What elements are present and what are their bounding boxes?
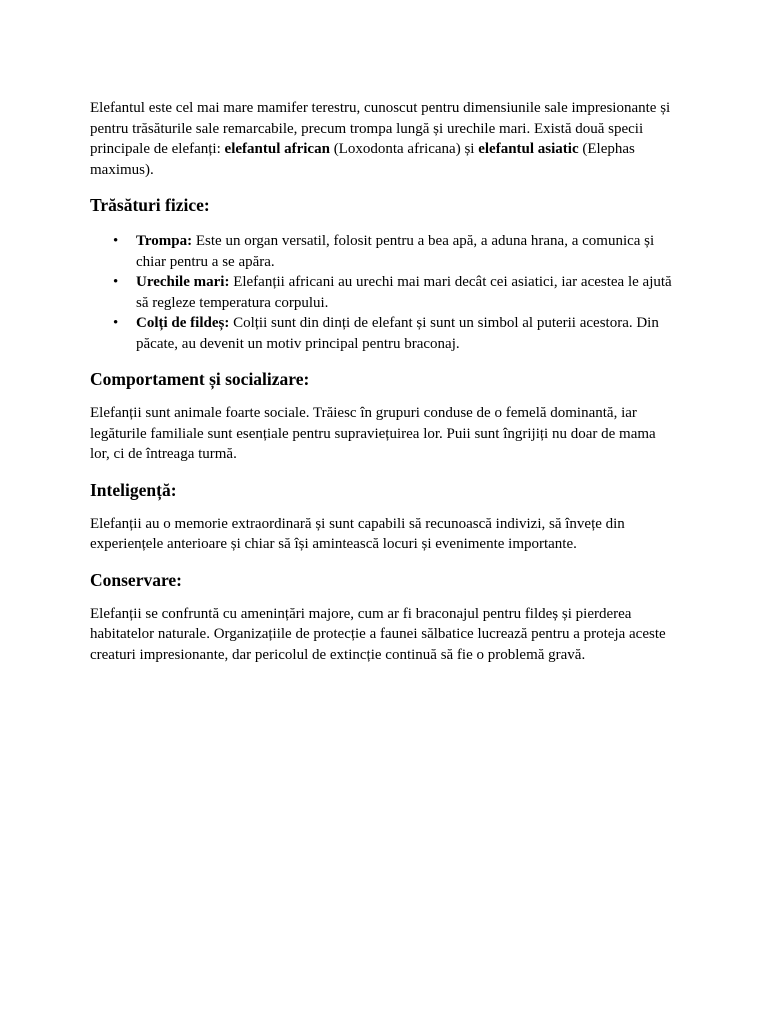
intro-text-3: (Elephas maximus). <box>90 141 635 178</box>
bullet-icon: • <box>113 274 119 290</box>
list-item <box>113 231 678 272</box>
behavior-heading: Comportament și socializare: <box>90 369 310 389</box>
intro-paragraph <box>90 98 678 180</box>
intro-text-2: (Loxodonta africana) și <box>329 141 479 157</box>
conservation-heading: Conservare: <box>90 569 183 590</box>
list-item-term: Colți de fildeș: <box>136 315 230 331</box>
african-elephant-term: elefantul african <box>224 141 330 157</box>
intelligence-heading: Inteligență: <box>90 479 177 500</box>
list-item-text: Colții sunt din dinți de elefant și sunt un simbol al puterii acestora. Din păcate, au devenit un motiv principal pentru braconaj. <box>136 315 659 352</box>
list-item-text: Este un organ versatil, folosit pentru a bea apă, a aduna hrana, a comunica și chiar pentru a se apăra. <box>136 233 655 270</box>
behavior-paragraph: Elefanții sunt animale foarte sociale. Trăiesc în grupuri conduse de o femelă dominantă, iar legăturile familiale sunt esențiale pentru supraviețuirea lor. Puii sunt îngrijiți nu doar de mama lor, ci de întreaga turmă. <box>90 405 656 462</box>
list-item-term: Trompa: <box>136 233 193 249</box>
list-item-text: Elefanții africani au urechi mai mari decât cei asiatici, iar acestea le ajută să regleze temperatura corpului. <box>136 274 672 311</box>
traits-list <box>90 231 678 354</box>
list-item <box>113 272 678 313</box>
conservation-paragraph: Elefanții se confruntă cu amenințări majore, cum ar fi braconajul pentru fildeș și pierderea habitatelor naturale. Organizațiile de protecție a faunei sălbatice lucrează pentru a proteja aceste creaturi impresionante, dar pericolul de extincție continuă să fie o problemă gravă. <box>90 605 666 663</box>
intro-text-1: Elefantul este cel mai mare mamifer terestru, cunoscut pentru dimensiunile sale impresionante și pentru trăsăturile sale remarcabile, precum trompa lungă și urechile mari. Există două specii principale de elefanți: <box>90 100 671 157</box>
bullet-icon: • <box>113 315 119 331</box>
intelligence-paragraph: Elefanții au o memorie extraordinară și sunt capabili să recunoască indivizi, să învețe din experiențele anterioare și chiar să își amintească locuri și evenimente importante. <box>90 515 625 552</box>
traits-heading: Trăsături fizice: <box>90 195 210 215</box>
list-item <box>113 313 678 354</box>
list-item-term: Urechile mari: <box>136 274 230 290</box>
asian-elephant-term: elefantul asiatic <box>478 141 579 157</box>
bullet-icon: • <box>113 233 119 249</box>
